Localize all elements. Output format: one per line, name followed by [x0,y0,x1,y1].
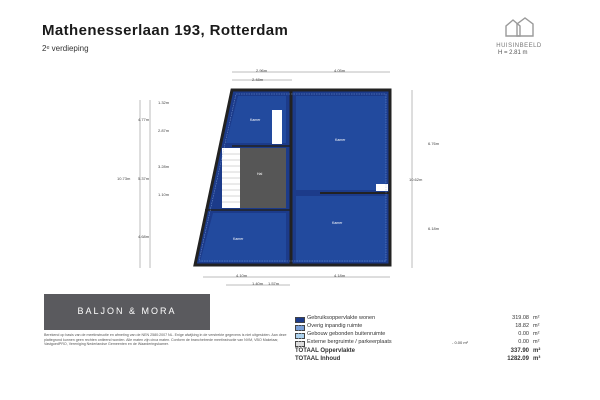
dim-left-2: 4.77m [138,117,150,122]
total-area-value: 337.90 [510,348,529,354]
ceiling-height: H = 2.81 m [498,50,528,56]
hall-core [240,148,286,208]
legend-extra-4: - 0.00 m² [452,340,469,345]
legend-swatch-4 [295,341,305,347]
legend-label-2: Overig inpandig ruimte [307,323,363,329]
brand-name: BALJON & MORA [77,306,177,316]
legend-unit-3: m² [533,331,540,337]
dim-left-7: 10.73m [117,176,131,181]
dim-bottom-3: 1.40m [252,281,264,286]
legend-label-1: Gebruiksoppervlakte wonen [307,315,376,321]
dim-right-1: 6.76m [428,141,440,146]
dim-right-3: 6.18m [428,226,440,231]
dim-top-1: 2.96m [256,68,268,73]
room-label-1: Kamer [250,118,261,122]
dim-left-6: 1.10m [158,192,170,197]
total-area-label: TOTAAL Oppervlakte [295,348,356,354]
dim-top-2: 4.05m [334,68,346,73]
dim-bottom-4: 1.57m [268,281,280,286]
dim-bottom-1: 4.10m [236,273,248,278]
legend-label-3: Gebouw gebonden buitenruimte [307,331,386,337]
total-volume-unit: m³ [533,356,541,362]
legend-value-2: 18.82 [515,323,529,329]
floor-label: 2ᵉ verdieping [42,44,89,53]
dim-top-3: 2.48m [252,77,264,82]
legend-unit-2: m² [533,323,540,329]
legend-swatch-3 [295,333,305,339]
legend-swatch-2 [295,325,305,331]
legend-label-4: Externe bergruimte / parkeerplaats [307,339,392,345]
room-label-3: Hal [257,172,263,176]
dim-left-5: 5.37m [138,176,150,181]
legend-value-4: 0.00 [518,339,529,345]
room-label-5: Kamer [233,237,244,241]
legend-swatch-1 [295,317,305,323]
legend-value-1: 319.08 [512,315,529,321]
room-label-2: Kamer [335,138,346,142]
page-title: Mathenesserlaan 193, Rotterdam [42,22,289,39]
dim-left-4: 3.28m [158,164,170,169]
built-in-cabinet [272,110,282,144]
room-label-6: Kamer [332,221,343,225]
dim-right-2: 10.62m [409,177,423,182]
legend-value-3: 0.00 [518,331,529,337]
logo-text: HUISINBEELD [496,43,542,49]
legend-unit-4: m² [533,339,540,345]
dim-left-3: 2.87m [158,128,170,133]
legend-unit-1: m² [533,315,540,321]
disclaimer: Berekend op basis van de meetinstructie en afmeting van de NEN 2580:2007 NL. Enige afwijking in de verstrekte gegevens is niet uitgesloten. Aan deze plattegrond kunnen geen rechten ontleend worden. Alle maten zijn circa maten. Conform de branchebrede meetinstructie van NVM, VBO Makelaar, VastgoedPRO, Vereniging Nederlandse Gemeenten en de Waarderingskamer. [44,333,287,347]
total-area-unit: m² [533,348,541,354]
total-volume-value: 1282.09 [507,356,529,362]
total-volume-label: TOTAAL Inhoud [295,356,341,362]
dim-bottom-2: 4.18m [334,273,346,278]
dim-left-1: 1.32m [158,100,170,105]
dim-left-8: 4.68m [138,234,150,239]
